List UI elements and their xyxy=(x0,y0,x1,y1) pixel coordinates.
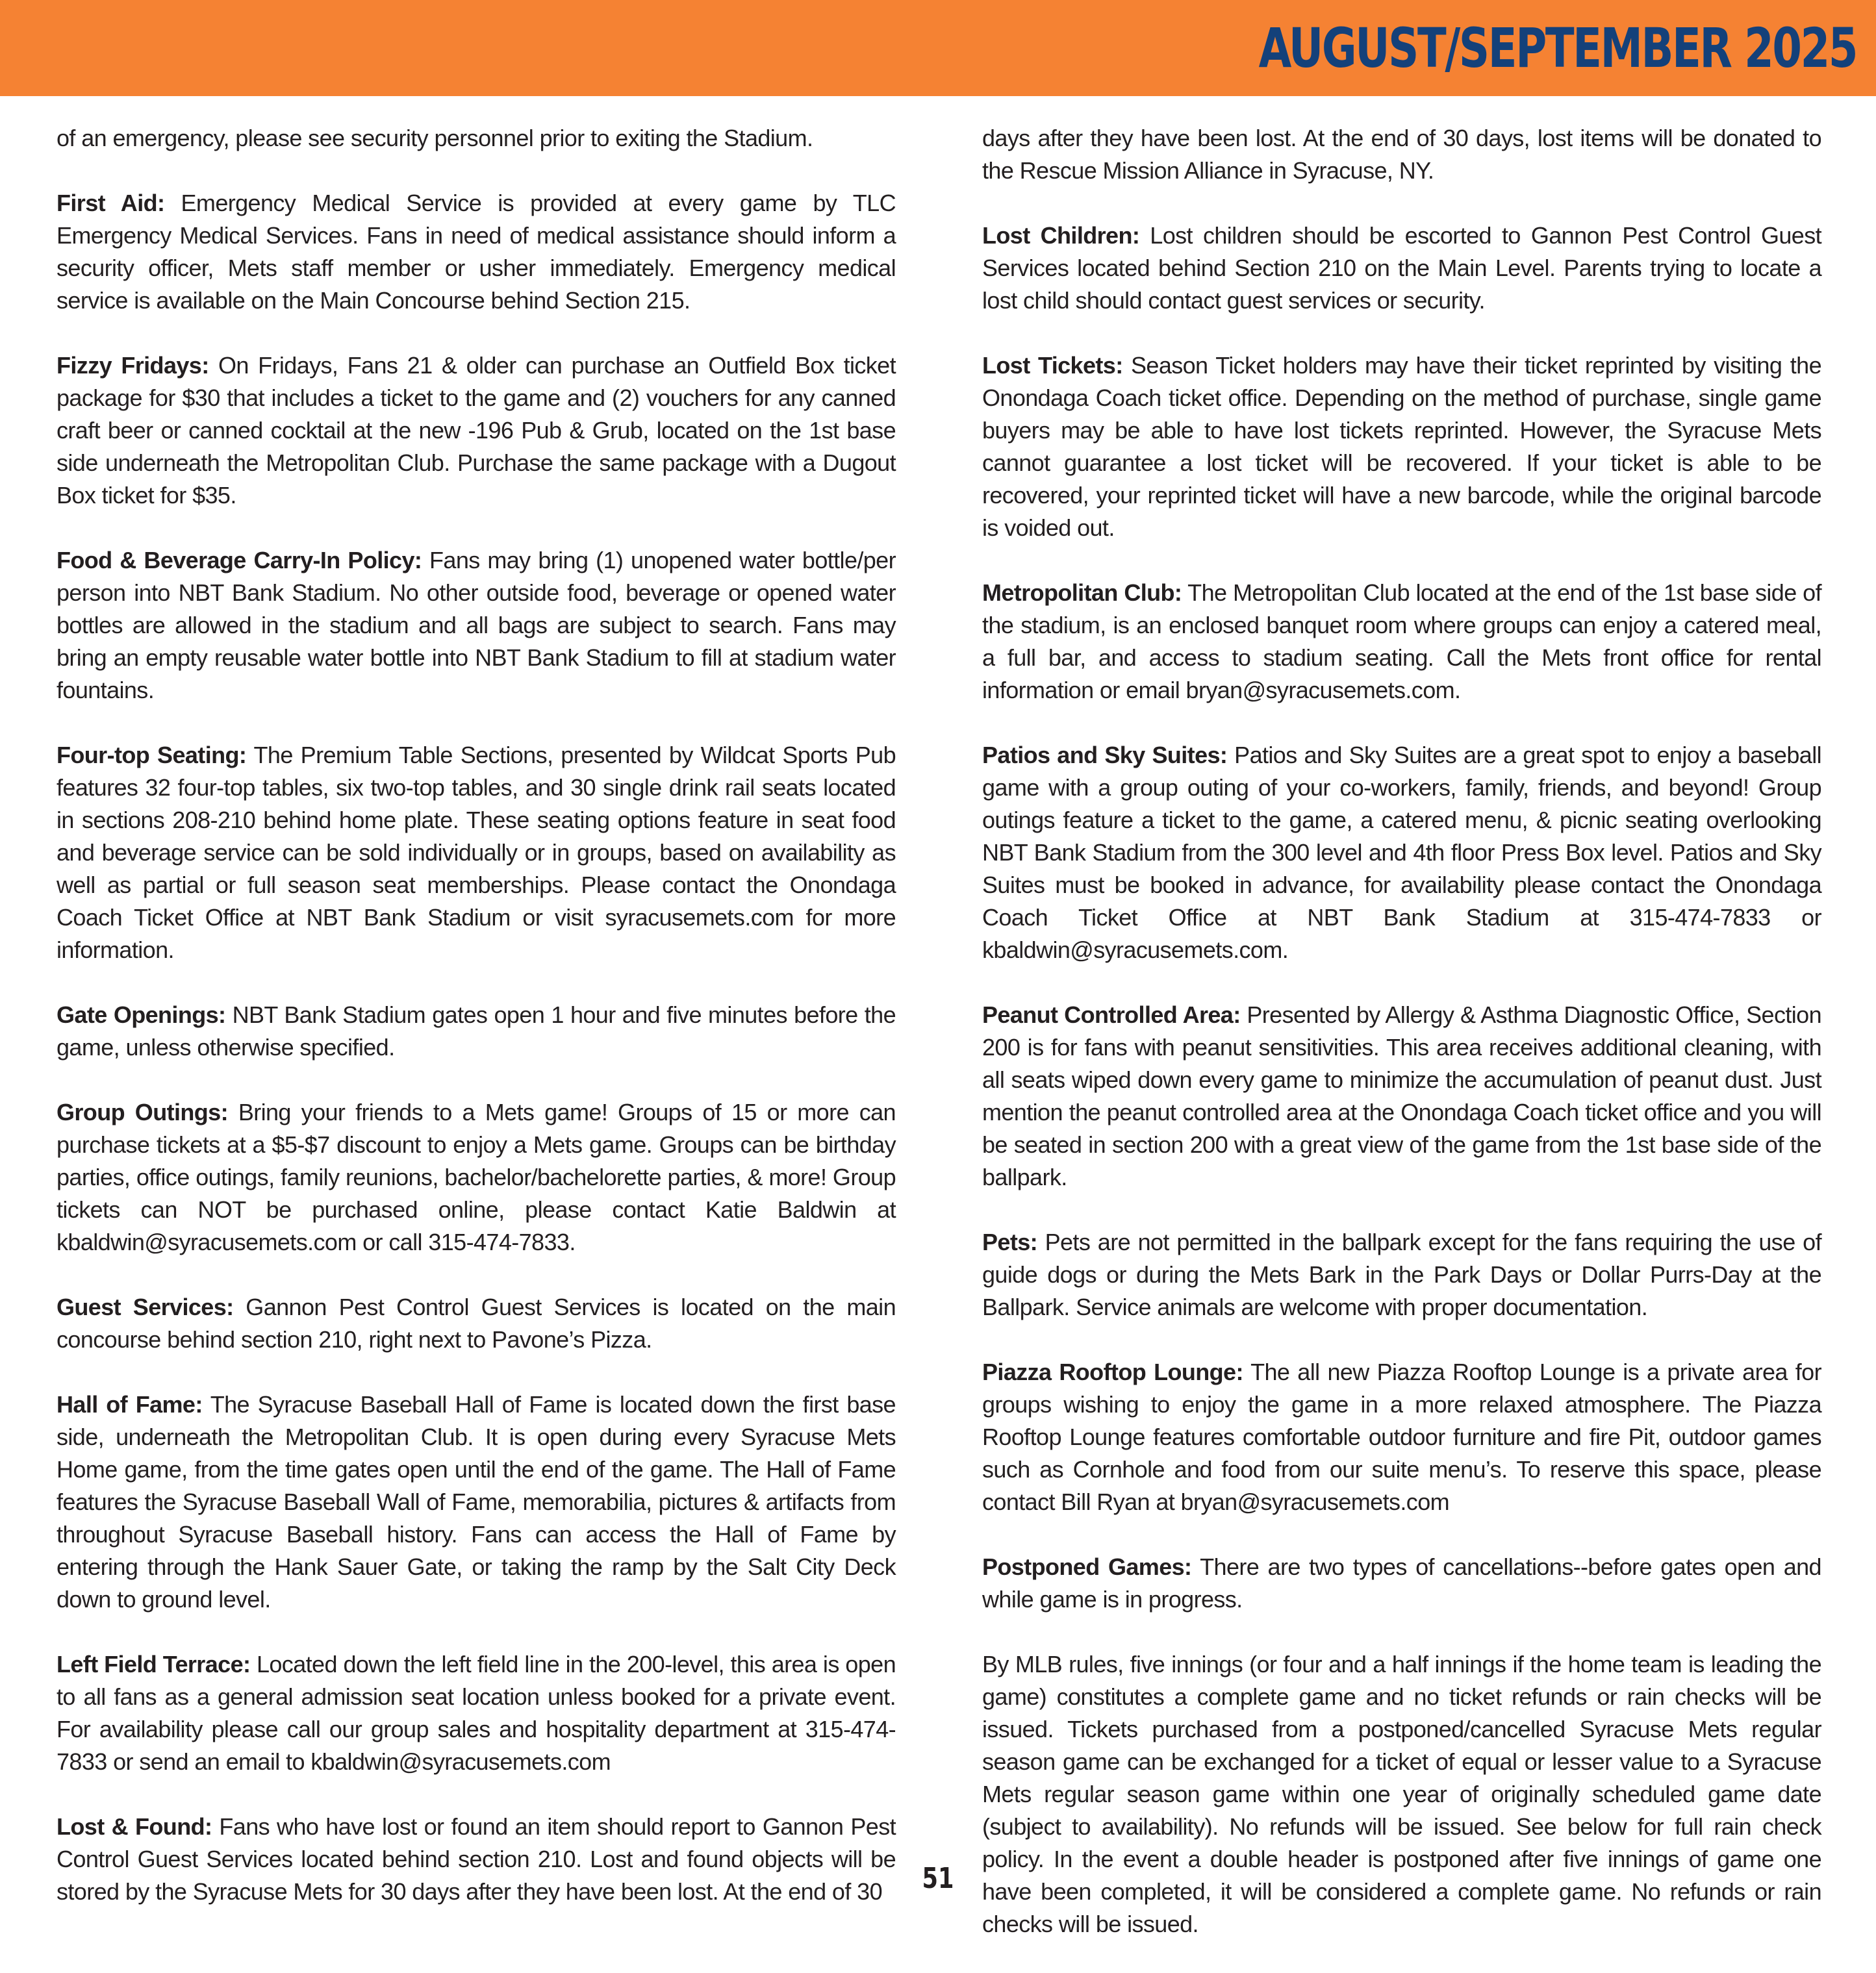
paragraph-lost-found-continued: days after they have been lost. At the end of 30 days, lost items will be donated to the Rescue Mission Alliance in Syracuse, NY. xyxy=(982,125,1821,184)
term-metropolitan-club: Metropolitan Club: xyxy=(982,579,1182,606)
paragraph-postponed-games: Postponed Games: There are two types of cancellations--before gates open and while game is in progress. xyxy=(982,1553,1821,1613)
term-carry-in-policy: Food & Beverage Carry-In Policy: xyxy=(57,547,422,573)
paragraph-lost-and-found: Lost & Found: Fans who have lost or found an item should report to Gannon Pest Control Guest Services located behind section 210. Lost and found objects will be stored by the Syracuse Mets for 30 days after they have been lost. At the end of 30 xyxy=(57,1813,896,1905)
term-four-top-seating: Four-top Seating: xyxy=(57,742,247,768)
paragraph-peanut-controlled-area: Peanut Controlled Area: Presented by Allergy & Asthma Diagnostic Office, Section 200 is for fans with peanut sensitivities. This area receives additional cleaning, with all seats wiped down every game to minimize the accumulation of peanut dust. Just mention the peanut controlled area at the Onondaga Coach ticket office and you will be seated in section 200 with a great view of the game from the 1st base side of the ballpark. xyxy=(982,1001,1821,1190)
term-group-outings: Group Outings: xyxy=(57,1099,228,1125)
paragraph-emergency-continued: of an emergency, please see security personnel prior to exiting the Stadium. xyxy=(57,125,813,151)
term-lost-and-found: Lost & Found: xyxy=(57,1813,212,1840)
term-piazza-rooftop-lounge: Piazza Rooftop Lounge: xyxy=(982,1359,1243,1385)
term-gate-openings: Gate Openings: xyxy=(57,1001,226,1028)
paragraph-first-aid: First Aid: Emergency Medical Service is provided at every game by TLC Emergency Medical Services. Fans in need of medical assistance should inform a security officer, Mets staff member or usher immediately. Emergency medical service is available on the Main Concourse behind Section 215. xyxy=(57,190,896,314)
term-lost-children: Lost Children: xyxy=(982,222,1140,249)
paragraph-pets: Pets: Pets are not permitted in the ballpark except for the fans requiring the use of guide dogs or during the Mets Bark in the Park Days or Dollar Purrs-Day at the Ballpark. Service animals are welcome with proper documentation. xyxy=(982,1229,1821,1320)
right-column xyxy=(982,122,1821,1973)
paragraph-lost-children: Lost Children: Lost children should be escorted to Gannon Pest Control Guest Services located behind Section 210 on the Main Level. Parents trying to locate a lost child should contact guest services or security. xyxy=(982,222,1822,314)
term-first-aid: First Aid: xyxy=(57,190,165,216)
paragraph-left-field-terrace: Left Field Terrace: Located down the left field line in the 200-level, this area is open to all fans as a general admission seat location unless booked for a private event. For availability please call our group sales and hospitality department at 315-474-7833 or send an email to kbaldwin@syracusemets.com xyxy=(57,1651,896,1775)
term-left-field-terrace: Left Field Terrace: xyxy=(57,1651,251,1678)
paragraph-mlb-rules: By MLB rules, five innings (or four and a half innings if the home team is leading the game) constitutes a complete game and no ticket refunds or rain checks will be issued. Tickets purchased from a postponed/cancelled Syracuse Mets regular season game can be exchanged for a ticket of equal or lesser value to a Syracuse Mets regular season game within one year of originally scheduled game date (subject to availability). No refunds will be issued. See below for full rain check policy. In the event a double header is postponed after five innings of game one have been completed, it will be considered a complete game. No refunds or rain checks will be issued. xyxy=(982,1651,1821,1937)
term-peanut-controlled-area: Peanut Controlled Area: xyxy=(982,1001,1241,1028)
paragraph-guest-services: Guest Services: Gannon Pest Control Guest Services is located on the main concourse behind section 210, right next to Pavone’s Pizza. xyxy=(57,1294,896,1353)
term-postponed-games: Postponed Games: xyxy=(982,1553,1192,1580)
paragraph-piazza-rooftop-lounge: Piazza Rooftop Lounge: The all new Piazza Rooftop Lounge is a private area for groups wishing to enjoy the game in a more relaxed atmosphere. The Piazza Rooftop Lounge features comfortable outdoor furniture and fire Pit, outdoor games such as Cornhole and food from our suite menu’s. To reserve this space, please contact Bill Ryan at bryan@syracusemets.com xyxy=(982,1359,1821,1515)
paragraph-group-outings: Group Outings: Bring your friends to a Mets game! Groups of 15 or more can purchase tickets at a $5-$7 discount to enjoy a Mets game. Groups can be birthday parties, office outings, family reunions, bachelor/bachelorette parties, & more! Group tickets can NOT be purchased online, please contact Katie Baldwin at kbaldwin@syracusemets.com or call 315-474-7833. xyxy=(57,1099,896,1255)
paragraph-gate-openings: Gate Openings: NBT Bank Stadium gates open 1 hour and five minutes before the game, unless otherwise specified. xyxy=(57,1001,896,1061)
left-column xyxy=(57,122,896,1941)
paragraph-metropolitan-club: Metropolitan Club: The Metropolitan Club located at the end of the 1st base side of the stadium, is an enclosed banquet room where groups can enjoy a catered meal, a full bar, and access to stadium seating. Call the Mets front office for rental information or email bryan@syracusemets.com. xyxy=(982,579,1822,703)
term-pets: Pets: xyxy=(982,1229,1038,1255)
page-title: AUGUST/SEPTEMBER 2025 xyxy=(1258,16,1857,80)
paragraph-four-top-seating: Four-top Seating: The Premium Table Sections, presented by Wildcat Sports Pub features 32 four-top tables, six two-top tables, and 30 single drink rail seats located in sections 208-210 behind home plate. These seating options feature in seat food and beverage service can be sold individually or in groups, based on availability as well as partial or full season seat memberships. Please contact the Onondaga Coach Ticket Office at NBT Bank Stadium or visit syracusemets.com for more information. xyxy=(57,742,896,963)
term-patios-sky-suites: Patios and Sky Suites: xyxy=(982,742,1228,768)
paragraph-lost-tickets: Lost Tickets: Season Ticket holders may have their ticket reprinted by visiting the Onondaga Coach ticket office. Depending on the method of purchase, single game buyers may be able to have lost tickets reprinted. However, the Syracuse Mets cannot guarantee a lost ticket will be recovered. If your ticket is able to be recovered, your reprinted ticket will have a new barcode, while the original barcode is voided out. xyxy=(982,352,1821,541)
term-hall-of-fame: Hall of Fame: xyxy=(57,1391,203,1418)
paragraph-fizzy-fridays: Fizzy Fridays: On Fridays, Fans 21 & older can purchase an Outfield Box ticket package for $30 that includes a ticket to the game and (2) vouchers for any canned craft beer or canned cocktail at the new -196 Pub & Grub, located on the 1st base side underneath the Metropolitan Club. Purchase the same package with a Dugout Box ticket for $35. xyxy=(57,352,896,509)
paragraph-hall-of-fame: Hall of Fame: The Syracuse Baseball Hall of Fame is located down the first base side, underneath the Metropolitan Club. It is open during every Syracuse Mets Home game, from the time gates open until the end of the game. The Hall of Fame features the Syracuse Baseball Wall of Fame, memorabilia, pictures & artifacts from throughout Syracuse Baseball history. Fans can access the Hall of Fame by entering through the Hank Sauer Gate, or taking the ramp by the Salt City Deck down to ground level. xyxy=(57,1391,896,1613)
paragraph-carry-in-policy: Food & Beverage Carry-In Policy: Fans may bring (1) unopened water bottle/per person into NBT Bank Stadium. No other outside food, beverage or opened water bottles are allowed in the stadium and all bags are subject to search. Fans may bring an empty reusable water bottle into NBT Bank Stadium to fill at stadium water fountains. xyxy=(57,547,896,703)
term-fizzy-fridays: Fizzy Fridays: xyxy=(57,352,209,379)
paragraph-patios-sky-suites: Patios and Sky Suites: Patios and Sky Suites are a great spot to enjoy a baseball game with a group outing of your co-workers, family, friends, and beyond! Group outings feature a ticket to the game, a catered menu, & picnic seating overlooking NBT Bank Stadium from the 300 level and 4th floor Press Box level. Patios and Sky Suites must be booked in advance, for availability please contact the Onondaga Coach Ticket Office at NBT Bank Stadium at 315-474-7833 or kbaldwin@syracusemets.com. xyxy=(982,742,1821,963)
term-guest-services: Guest Services: xyxy=(57,1294,234,1320)
term-lost-tickets: Lost Tickets: xyxy=(982,352,1123,379)
